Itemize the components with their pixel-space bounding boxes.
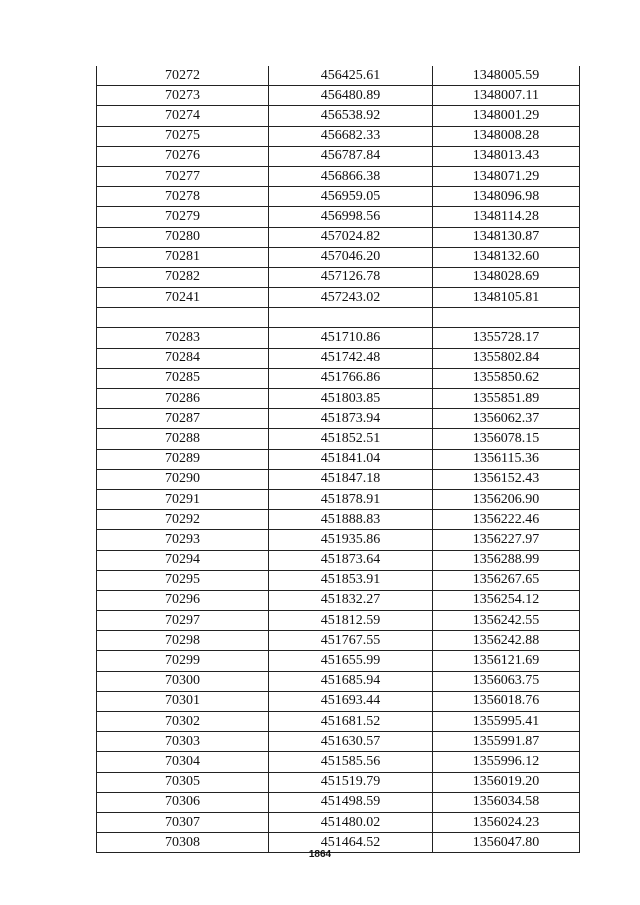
x-coordinate-cell: 451766.86 xyxy=(269,368,433,388)
point-id-cell: 70294 xyxy=(97,550,269,570)
point-id-cell: 70304 xyxy=(97,752,269,772)
y-coordinate-cell: 1356078.15 xyxy=(433,429,580,449)
point-id-cell: 70308 xyxy=(97,833,269,853)
x-coordinate-cell: 451655.99 xyxy=(269,651,433,671)
y-coordinate-cell: 1356115.36 xyxy=(433,449,580,469)
table-row xyxy=(97,146,580,166)
y-coordinate-cell: 1348005.59 xyxy=(433,66,580,86)
table-row xyxy=(97,227,580,247)
x-coordinate-cell: 457126.78 xyxy=(269,267,433,287)
table-row xyxy=(97,66,580,86)
table-row xyxy=(97,409,580,429)
table-row xyxy=(97,691,580,711)
y-coordinate-cell: 1356242.55 xyxy=(433,611,580,631)
table-row xyxy=(97,288,580,308)
x-coordinate-cell: 451710.86 xyxy=(269,328,433,348)
point-id-cell: 70278 xyxy=(97,187,269,207)
y-coordinate-cell: 1348008.28 xyxy=(433,126,580,146)
table-row xyxy=(97,631,580,651)
point-id-cell: 70241 xyxy=(97,288,269,308)
y-coordinate-cell: 1355850.62 xyxy=(433,368,580,388)
x-coordinate-cell: 456538.92 xyxy=(269,106,433,126)
x-coordinate-cell: 451812.59 xyxy=(269,611,433,631)
table-row xyxy=(97,126,580,146)
point-id-cell: 70296 xyxy=(97,590,269,610)
table-row xyxy=(97,469,580,489)
point-id-cell: 70283 xyxy=(97,328,269,348)
point-id-cell: 70273 xyxy=(97,86,269,106)
y-coordinate-cell: 1348105.81 xyxy=(433,288,580,308)
y-coordinate-cell: 1356047.80 xyxy=(433,833,580,853)
table-row xyxy=(97,489,580,509)
point-id-cell: 70289 xyxy=(97,449,269,469)
point-id-cell: 70284 xyxy=(97,348,269,368)
y-coordinate-cell: 1348028.69 xyxy=(433,267,580,287)
point-id-cell: 70298 xyxy=(97,631,269,651)
table-row xyxy=(97,530,580,550)
point-id-cell: 70307 xyxy=(97,812,269,832)
table-row xyxy=(97,187,580,207)
x-coordinate-cell: 451888.83 xyxy=(269,510,433,530)
table-row xyxy=(97,671,580,691)
table-row xyxy=(97,449,580,469)
x-coordinate-cell: 456998.56 xyxy=(269,207,433,227)
x-coordinate-cell xyxy=(269,308,433,328)
y-coordinate-cell: 1356288.99 xyxy=(433,550,580,570)
y-coordinate-cell: 1348007.11 xyxy=(433,86,580,106)
table-row xyxy=(97,86,580,106)
y-coordinate-cell: 1356254.12 xyxy=(433,590,580,610)
point-id-cell: 70299 xyxy=(97,651,269,671)
y-coordinate-cell: 1355728.17 xyxy=(433,328,580,348)
y-coordinate-cell: 1356121.69 xyxy=(433,651,580,671)
y-coordinate-cell: 1355991.87 xyxy=(433,732,580,752)
coordinate-table xyxy=(96,66,580,853)
point-id-cell: 70274 xyxy=(97,106,269,126)
x-coordinate-cell: 456959.05 xyxy=(269,187,433,207)
point-id-cell: 70280 xyxy=(97,227,269,247)
table-row xyxy=(97,590,580,610)
y-coordinate-cell: 1356062.37 xyxy=(433,409,580,429)
x-coordinate-cell: 451847.18 xyxy=(269,469,433,489)
point-id-cell: 70275 xyxy=(97,126,269,146)
point-id-cell: 70301 xyxy=(97,691,269,711)
x-coordinate-cell: 451873.64 xyxy=(269,550,433,570)
x-coordinate-cell: 451803.85 xyxy=(269,389,433,409)
point-id-cell: 70287 xyxy=(97,409,269,429)
page-number: 1864 xyxy=(308,849,332,860)
point-id-cell: 70292 xyxy=(97,510,269,530)
point-id-cell: 70285 xyxy=(97,368,269,388)
x-coordinate-cell: 451498.59 xyxy=(269,792,433,812)
point-id-cell: 70290 xyxy=(97,469,269,489)
y-coordinate-cell: 1348001.29 xyxy=(433,106,580,126)
point-id-cell: 70297 xyxy=(97,611,269,631)
y-coordinate-cell: 1356019.20 xyxy=(433,772,580,792)
table-row xyxy=(97,429,580,449)
x-coordinate-cell: 456425.61 xyxy=(269,66,433,86)
table-row xyxy=(97,732,580,752)
y-coordinate-cell: 1356018.76 xyxy=(433,691,580,711)
y-coordinate-cell: 1356206.90 xyxy=(433,489,580,509)
y-coordinate-cell: 1356222.46 xyxy=(433,510,580,530)
point-id-cell: 70276 xyxy=(97,146,269,166)
y-coordinate-cell: 1355851.89 xyxy=(433,389,580,409)
point-id-cell: 70303 xyxy=(97,732,269,752)
table-row xyxy=(97,328,580,348)
point-id-cell: 70288 xyxy=(97,429,269,449)
x-coordinate-cell: 451519.79 xyxy=(269,772,433,792)
x-coordinate-cell: 451693.44 xyxy=(269,691,433,711)
table-row xyxy=(97,550,580,570)
y-coordinate-cell: 1355802.84 xyxy=(433,348,580,368)
point-id-cell: 70286 xyxy=(97,389,269,409)
table-row xyxy=(97,207,580,227)
coordinate-table-body xyxy=(97,66,580,853)
table-row xyxy=(97,651,580,671)
table-row xyxy=(97,570,580,590)
table-row xyxy=(97,368,580,388)
x-coordinate-cell: 451832.27 xyxy=(269,590,433,610)
x-coordinate-cell: 457024.82 xyxy=(269,227,433,247)
y-coordinate-cell: 1348130.87 xyxy=(433,227,580,247)
x-coordinate-cell: 457046.20 xyxy=(269,247,433,267)
point-id-cell: 70291 xyxy=(97,489,269,509)
point-id-cell: 70293 xyxy=(97,530,269,550)
table-row xyxy=(97,267,580,287)
x-coordinate-cell: 451685.94 xyxy=(269,671,433,691)
x-coordinate-cell: 451630.57 xyxy=(269,732,433,752)
x-coordinate-cell: 457243.02 xyxy=(269,288,433,308)
table-row xyxy=(97,792,580,812)
x-coordinate-cell: 451841.04 xyxy=(269,449,433,469)
y-coordinate-cell: 1348071.29 xyxy=(433,166,580,186)
x-coordinate-cell: 451852.51 xyxy=(269,429,433,449)
x-coordinate-cell: 451742.48 xyxy=(269,348,433,368)
point-id-cell: 70306 xyxy=(97,792,269,812)
y-coordinate-cell xyxy=(433,308,580,328)
y-coordinate-cell: 1348096.98 xyxy=(433,187,580,207)
point-id-cell: 70281 xyxy=(97,247,269,267)
y-coordinate-cell: 1356242.88 xyxy=(433,631,580,651)
x-coordinate-cell: 451935.86 xyxy=(269,530,433,550)
x-coordinate-cell: 456787.84 xyxy=(269,146,433,166)
x-coordinate-cell: 456866.38 xyxy=(269,166,433,186)
point-id-cell: 70277 xyxy=(97,166,269,186)
x-coordinate-cell: 451873.94 xyxy=(269,409,433,429)
y-coordinate-cell: 1355995.41 xyxy=(433,712,580,732)
table-row xyxy=(97,389,580,409)
table-row xyxy=(97,166,580,186)
point-id-cell: 70279 xyxy=(97,207,269,227)
table-row xyxy=(97,510,580,530)
x-coordinate-cell: 451585.56 xyxy=(269,752,433,772)
point-id-cell: 70300 xyxy=(97,671,269,691)
table-row xyxy=(97,348,580,368)
table-row xyxy=(97,611,580,631)
y-coordinate-cell: 1356227.97 xyxy=(433,530,580,550)
point-id-cell xyxy=(97,308,269,328)
x-coordinate-cell: 451853.91 xyxy=(269,570,433,590)
table-row xyxy=(97,106,580,126)
y-coordinate-cell: 1356063.75 xyxy=(433,671,580,691)
point-id-cell: 70282 xyxy=(97,267,269,287)
table-row xyxy=(97,812,580,832)
point-id-cell: 70295 xyxy=(97,570,269,590)
x-coordinate-cell: 451480.02 xyxy=(269,812,433,832)
y-coordinate-cell: 1348013.43 xyxy=(433,146,580,166)
x-coordinate-cell: 451681.52 xyxy=(269,712,433,732)
table-row xyxy=(97,308,580,328)
y-coordinate-cell: 1355996.12 xyxy=(433,752,580,772)
point-id-cell: 70302 xyxy=(97,712,269,732)
y-coordinate-cell: 1356024.23 xyxy=(433,812,580,832)
point-id-cell: 70305 xyxy=(97,772,269,792)
point-id-cell: 70272 xyxy=(97,66,269,86)
y-coordinate-cell: 1356034.58 xyxy=(433,792,580,812)
y-coordinate-cell: 1356267.65 xyxy=(433,570,580,590)
x-coordinate-cell: 456682.33 xyxy=(269,126,433,146)
table-row xyxy=(97,247,580,267)
x-coordinate-cell: 456480.89 xyxy=(269,86,433,106)
y-coordinate-cell: 1356152.43 xyxy=(433,469,580,489)
x-coordinate-cell: 451878.91 xyxy=(269,489,433,509)
table-row xyxy=(97,752,580,772)
y-coordinate-cell: 1348114.28 xyxy=(433,207,580,227)
y-coordinate-cell: 1348132.60 xyxy=(433,247,580,267)
x-coordinate-cell: 451464.52 xyxy=(269,833,433,853)
table-row xyxy=(97,772,580,792)
x-coordinate-cell: 451767.55 xyxy=(269,631,433,651)
table-row xyxy=(97,712,580,732)
